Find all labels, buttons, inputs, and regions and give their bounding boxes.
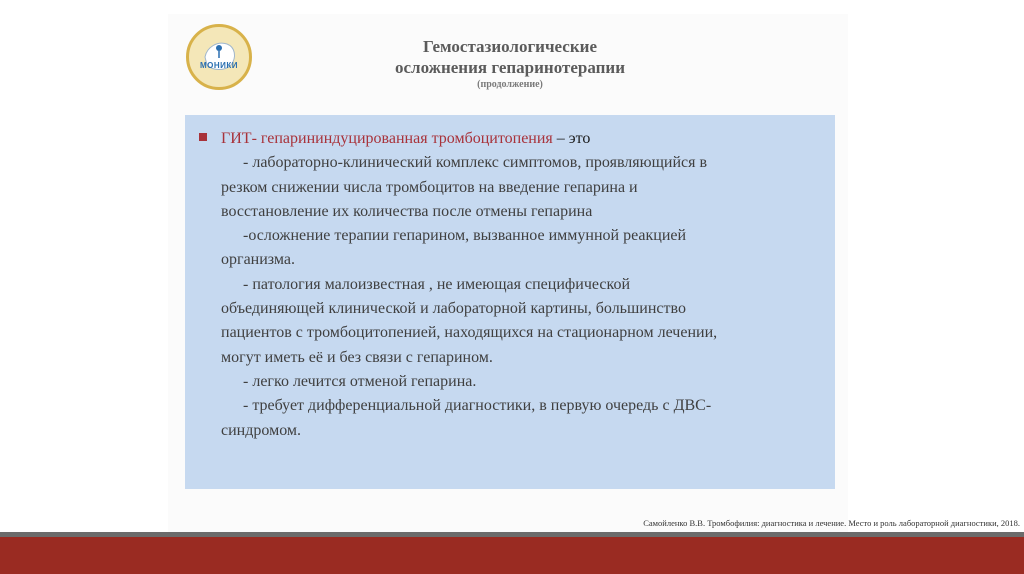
moniki-logo: [186, 24, 252, 90]
text-line: - лабораторно-клинический комплекс симптомов, проявляющийся в: [243, 154, 708, 172]
text-line: могут иметь её и без связи с гепарином.: [221, 348, 493, 366]
lead-definition: гепарининдуцированная тромбоцитопения: [260, 130, 553, 147]
moniki-emblem-icon: [189, 27, 249, 87]
content-box: [185, 115, 835, 489]
text-line: объединяющей клинической и лабораторной картины, большинство: [221, 300, 686, 318]
lead-term: ГИТ-: [221, 130, 257, 147]
text-line: - требует дифференциальной диагностики, в первую очередь с ДВС-: [243, 397, 712, 415]
text-line: организма.: [221, 251, 295, 269]
title-line-2: осложнения гепаринотерапии: [394, 58, 626, 77]
lead-line: [199, 127, 819, 151]
title-line-1: Гемостазиологические: [422, 37, 597, 56]
text-line: резком снижении числа тромбоцитов на введение гепарина и: [221, 178, 638, 196]
text-line: - легко лечится отменой гепарина.: [243, 372, 477, 390]
text-line: пациентов с тромбоцитопенией, находящихся на стационарном лечении,: [221, 324, 718, 342]
slide-subtitle: (продолжение): [477, 79, 543, 90]
text-line: восстановление их количества после отмены гепарина: [221, 202, 593, 220]
lead-tail: – это: [556, 130, 591, 147]
square-bullet-icon: [199, 133, 207, 141]
logo-label: МОНИКИ: [199, 61, 239, 70]
citation: Самойленко В.В. Тромбофилия: диагностика и лечение. Место и роль лабораторной диагностики, 2018.: [643, 518, 1020, 528]
text-line: - патология малоизвестная , не имеющая специфической: [243, 275, 630, 293]
slide-title: [290, 36, 730, 78]
text-line: синдромом.: [221, 421, 302, 439]
text-line: -осложнение терапии гепарином, вызванное иммунной реакцией: [243, 227, 687, 245]
footer-bar: [0, 537, 1024, 574]
